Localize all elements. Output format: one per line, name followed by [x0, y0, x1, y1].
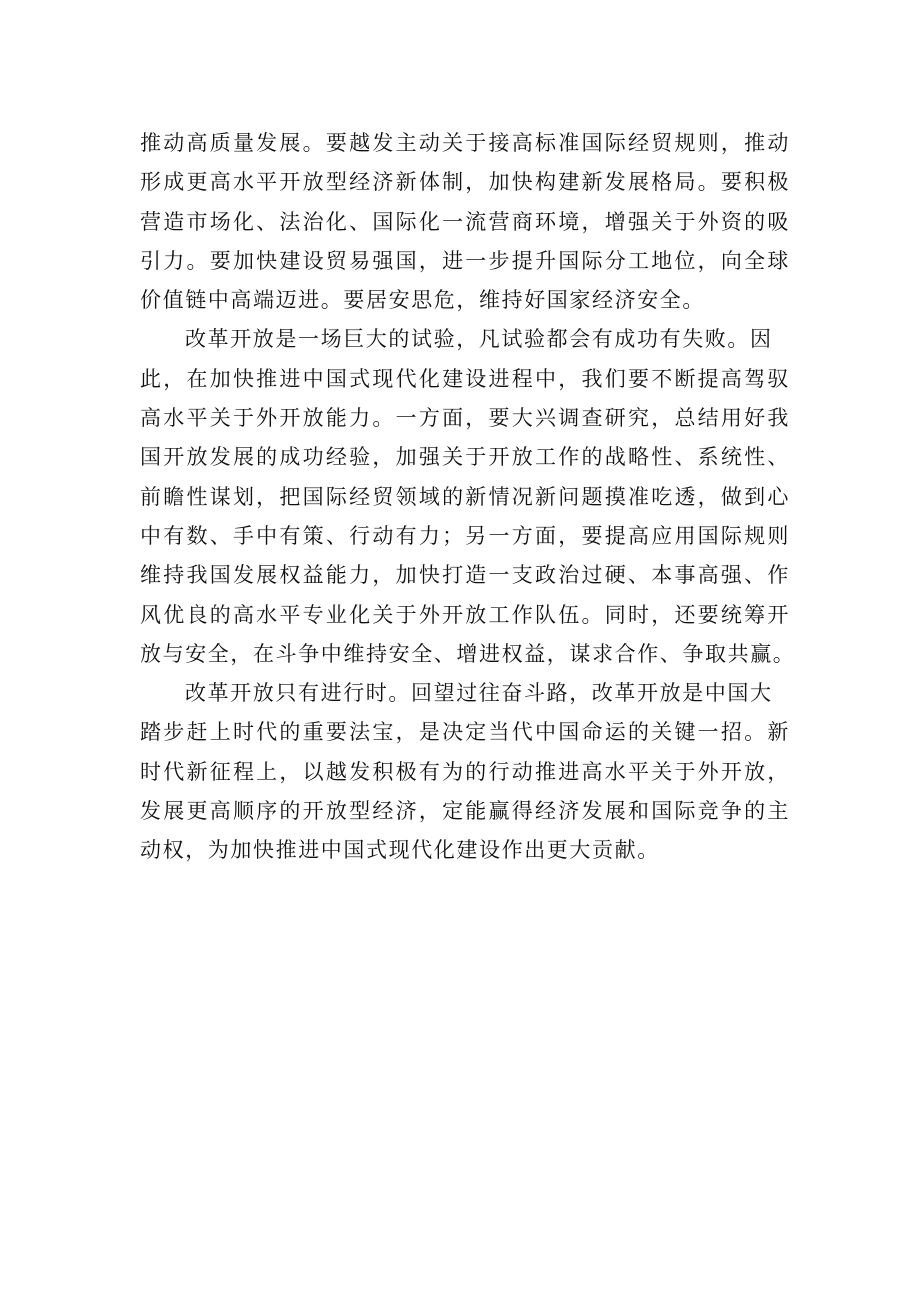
text-line: 营造市场化、法治化、国际化一流营商环境，增强关于外资的吸: [140, 209, 790, 234]
text-line: 时代新征程上，以越发积极有为的行动推进高水平关于外开放，: [140, 759, 790, 784]
text-line: 引力。要加快建设贸易强国，进一步提升国际分工地位，向全球: [140, 248, 790, 273]
text-line: 高水平关于外开放能力。一方面，要大兴调查研究，总结用好我: [140, 406, 790, 431]
text-line: 中有数、手中有策、行动有力；另一方面，要提高应用国际规则: [140, 523, 790, 548]
text-line: 价值链中高端迈进。要居安思危，维持好国家经济安全。: [140, 288, 705, 313]
paragraph-2: [140, 320, 796, 674]
text-line: 推动高质量发展。要越发主动关于接高标准国际经贸规则，推动: [140, 131, 790, 155]
paragraph-3: [140, 674, 790, 870]
text-line: 放与安全，在斗争中维持安全、增进权益，谋求合作、争取共赢。: [140, 641, 796, 666]
text-line: 改革开放只有进行时。回望过往奋斗路，改革开放是中国大: [185, 681, 773, 706]
text-line: 改革开放是一场巨大的试验，凡试验都会有成功有失败。因: [185, 327, 773, 352]
text-line: 形成更高水平开放型经济新体制，加快构建新发展格局。要积极: [140, 170, 790, 195]
text-line: 此，在加快推进中国式现代化建设进程中，我们要不断提高驾驭: [140, 366, 790, 391]
text-line: 踏步赶上时代的重要法宝，是决定当代中国命运的关键一招。新: [140, 720, 790, 745]
text-line: 维持我国发展权益能力，加快打造一支政治过硬、本事高强、作: [140, 563, 790, 588]
text-line: 国开放发展的成功经验，加强关于开放工作的战略性、系统性、: [140, 445, 790, 470]
text-line: 风优良的高水平专业化关于外开放工作队伍。同时，还要统筹开: [140, 602, 790, 627]
paragraph-1: [140, 124, 790, 320]
text-line: 发展更高顺序的开放型经济，定能赢得经济发展和国际竞争的主: [140, 799, 790, 824]
text-line: 前瞻性谋划，把国际经贸领域的新情况新问题摸准吃透，做到心: [140, 484, 790, 509]
text-line: 动权，为加快推进中国式现代化建设作出更大贡献。: [140, 838, 660, 863]
document-body: [140, 124, 796, 871]
